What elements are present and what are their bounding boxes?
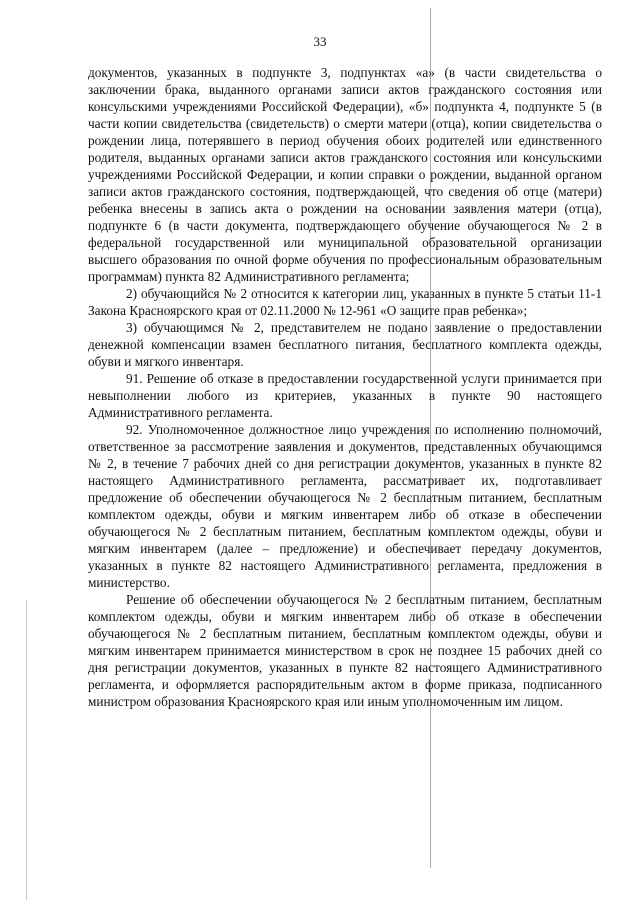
paragraph-92: 92. Уполномоченное должностное лицо учреждения по исполнению полномочий, ответственное за рассмотрение заявления и документов, представленных обучающимся № 2, в течение 7 рабочих дней со дня регистрации документов, указанных в пункте 82 настоящего Административного регламента, рассматривает их, подготавливает предложение об обеспечении обучающегося № 2 бесплатным питанием, бесплатным комплектом одежды, обуви и мягким инвентарем либо об отказе в обеспечении обучающегося № 2 бесплатным питанием, бесплатным комплектом одежды, обуви и мягким инвентарем (далее – предложение) и обеспечивает передачу документов, указанных в пункте 82 настоящего Административного регламента, предложения в министерство.: [88, 422, 602, 590]
scan-edge-line: [26, 600, 27, 900]
scan-fold-line: [430, 8, 431, 868]
paragraph-decision: Решение об обеспечении обучающегося № 2 бесплатным питанием, бесплатным комплектом одежды, обуви и мягким инвентарем либо об отказе в обеспечении обучающегося № 2 бесплатным питанием, бесплатным комплектом одежды, обуви и мягким инвентарем принимается министерством в срок не позднее 15 рабочих дней со дня регистрации документов, указанных в пункте 82 настоящего Административного регламента, и оформляется распорядительным актом в форме приказа, подписанного министром образования Красноярского края или иным уполномоченным им лицом.: [88, 592, 602, 709]
paragraph-item-3: 3) обучающимся № 2, представителем не подано заявление о предоставлении денежной компенсации взамен бесплатного питания, бесплатного комплекта одежды, обуви и мягкого инвентаря.: [88, 320, 602, 369]
page-number: 33: [313, 34, 327, 49]
paragraph-91: 91. Решение об отказе в предоставлении государственной услуги принимается при невыполнении любого из критериев, указанных в пункте 90 настоящего Административного регламента.: [88, 371, 602, 420]
paragraph-continuation: документов, указанных в подпункте 3, подпунктах «а» (в части свидетельства о заключении брака, выданного органами записи актов гражданского состояния или консульскими учреждениями Российской Федерации), «б» подпункта 4, подпункте 5 (в части копии свидетельства (свидетельств) о смерти матери (отца), копии свидетельства о рождении лица, потерявшего в период обучения обоих родителей или единственного родителя, выданных органами записи актов гражданского состояния или консульскими учреждениями Российской Федерации, и копии справки о рождении, выданной органом записи актов гражданского состояния, подтверждающей, что сведения об отце (матери) ребенка внесены в запись акта о рождении на основании заявления матери (отца), подпункте 6 (в части документа, подтверждающего обучение обучающегося № 2 в федеральной государственной или муниципальной образовательной организации высшего образования по очной форме обучения по профессиональным образовательным программам) пункта 82 Административного регламента;: [88, 65, 602, 284]
document-body: [88, 64, 602, 710]
paragraph-item-2: 2) обучающийся № 2 относится к категории лиц, указанных в пункте 5 статьи 11-1 Закона Красноярского края от 02.11.2000 № 12-961 «О защите прав ребенка»;: [88, 286, 602, 318]
